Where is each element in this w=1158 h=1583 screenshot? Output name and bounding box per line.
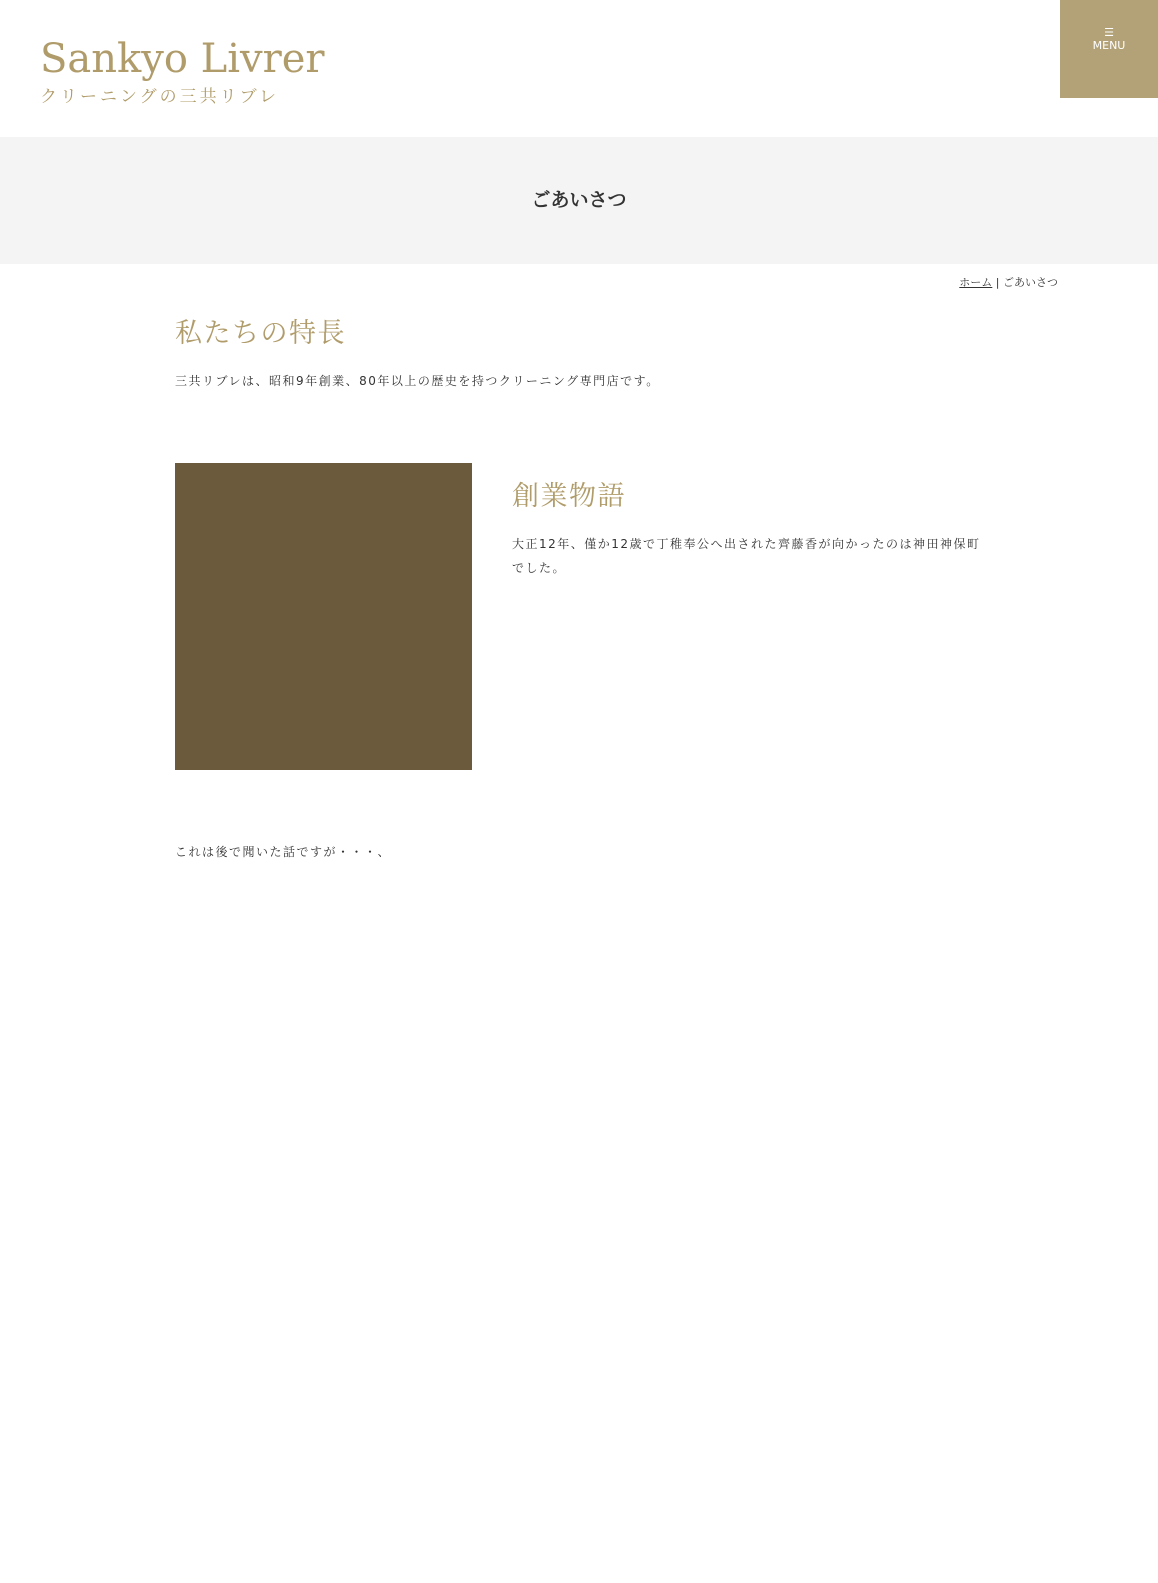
history-photo (175, 463, 472, 770)
story-heading: 創業物語 (512, 481, 626, 513)
content (175, 318, 983, 863)
logo-sub: クリーニングの三共リブレ (40, 87, 279, 107)
crumb-current: ごあいさつ (1003, 276, 1058, 289)
crumb-home[interactable]: ホーム (959, 276, 993, 289)
menu-button[interactable]: ☰ MENU (1060, 0, 1158, 98)
page-title: ごあいさつ (0, 137, 1158, 264)
menu-label: MENU (1092, 39, 1126, 52)
breadcrumb: ホーム | ごあいさつ (959, 276, 1058, 289)
logo[interactable] (40, 36, 325, 107)
logo-main: Sankyo Livrer (40, 36, 325, 82)
story-more: これは後で聞いた話ですが・・・、 (175, 844, 392, 859)
intro-text: 三共リブレは、昭和9年創業、80年以上の歴史を持つクリーニング専門店です。 (175, 373, 660, 388)
story-text: 大正12年、僅か12歳で丁稚奉公へ出された齊藤香が向かったのは神田神保町でした。 (512, 536, 981, 575)
section-heading: 私たちの特長 (175, 318, 346, 350)
